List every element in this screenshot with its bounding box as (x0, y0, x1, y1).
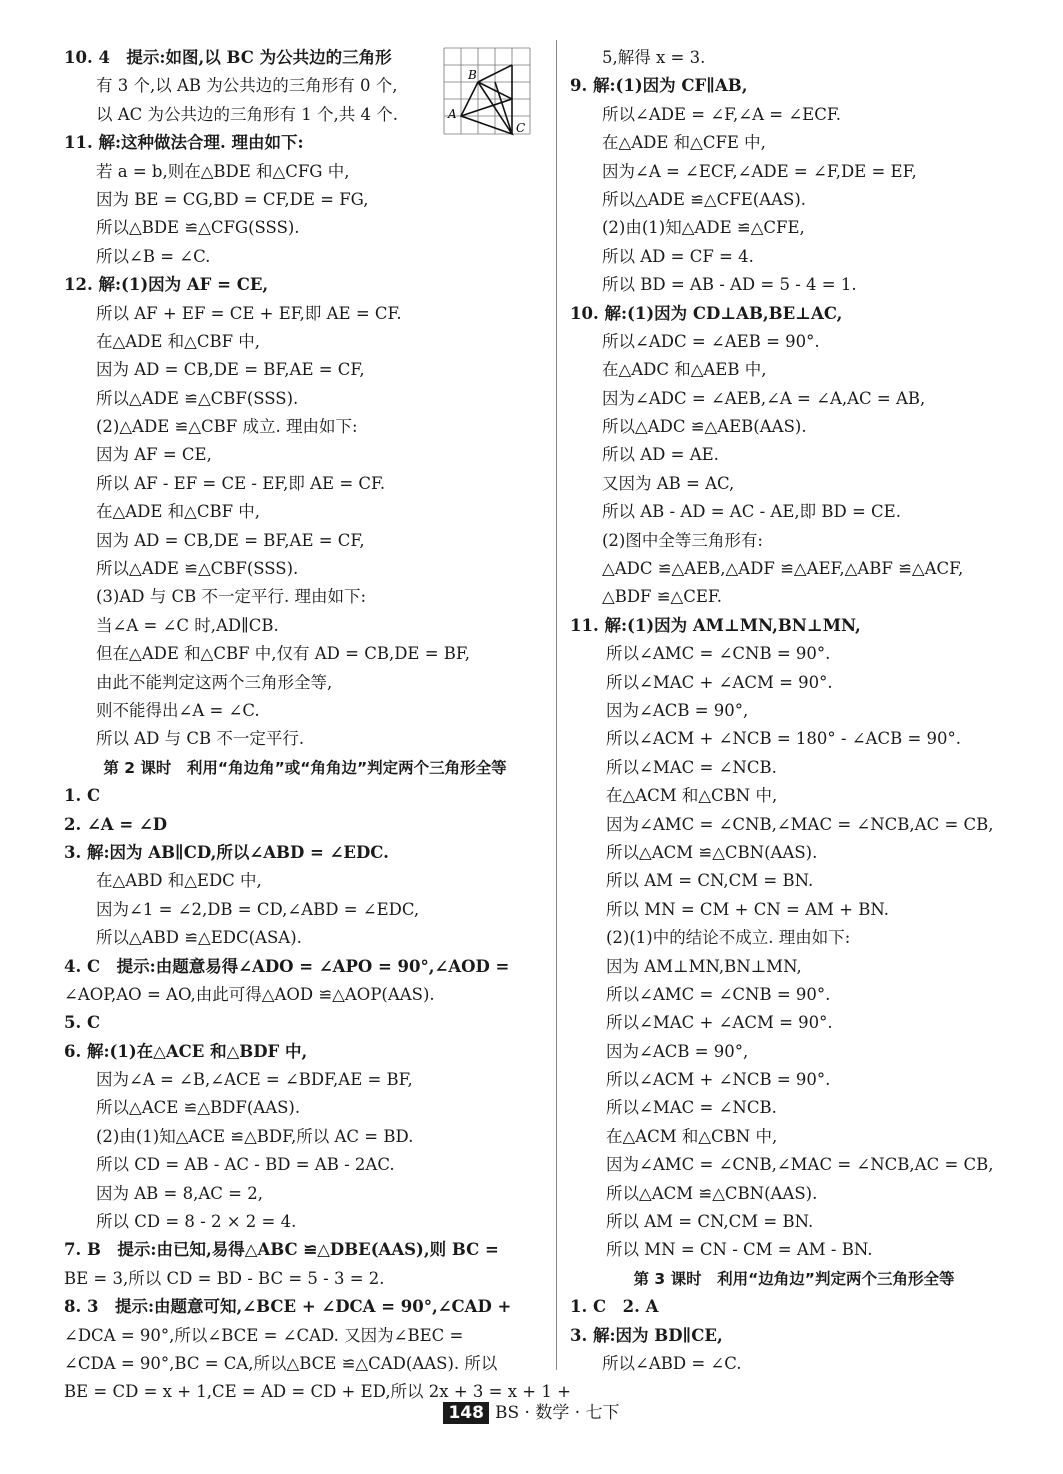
answer-line: (2)△ADE ≌△CBF 成立. 理由如下: (96, 417, 358, 437)
answer-line: 但在△ADE 和△CBF 中,仅有 AD = CB,DE = BF, (96, 644, 471, 664)
answer-line: 10. 4 提示:如图,以 BC 为公共边的三角形 (64, 48, 392, 67)
answer-line: 因为 AB = 8,AC = 2, (96, 1183, 263, 1203)
answer-line: 所以 MN = CN - CM = AM - BN. (606, 1240, 873, 1260)
answer-line: 若 a = b,则在△BDE 和△CFG 中, (96, 161, 350, 181)
page-footer (0, 1398, 1063, 1424)
answer-line: △ADC ≌△AEB,△ADF ≌△AEF,△ABF ≌△ACF, (602, 559, 964, 579)
answer-line: 在△ADE 和△CBF 中, (96, 331, 261, 351)
answer-line: 因为∠A = ∠ECF,∠ADE = ∠F,DE = EF, (602, 161, 917, 181)
answer-line: 11. 解:(1)因为 AM⊥MN,BN⊥MN, (570, 615, 861, 635)
page-number: 148 (443, 1402, 489, 1424)
label-a: A (448, 107, 457, 121)
answer-line: 在△ACM 和△CBN 中, (606, 786, 778, 806)
answer-line: 所以 AF - EF = CE - EF,即 AE = CF. (96, 473, 386, 493)
answer-line: 8. 3 提示:由题意可知,∠BCE + ∠DCA = 90°,∠CAD + (64, 1297, 512, 1317)
answer-line: 所以∠ACM + ∠NCB = 180° - ∠ACB = 90°. (606, 729, 962, 749)
answer-line: 有 3 个,以 AB 为公共边的三角形有 0 个, (96, 76, 398, 96)
column-divider (556, 40, 557, 1370)
left-column (64, 44, 571, 1407)
answer-line: 所以 AM = CN,CM = BN. (606, 1212, 814, 1232)
answer-line: (2)(1)中的结论不成立. 理由如下: (606, 928, 851, 948)
answer-line: 所以△ADC ≌△AEB(AAS). (602, 417, 807, 437)
answer-line: 在△ADC 和△AEB 中, (602, 360, 767, 380)
answer-line: 3. 解:因为 BD∥CE, (570, 1325, 723, 1345)
answer-line: 所以∠MAC = ∠NCB. (606, 1098, 777, 1118)
answer-line: 在△ABD 和△EDC 中, (96, 871, 262, 891)
answer-line: 所以∠B = ∠C. (96, 246, 211, 266)
answer-line: 因为 AM⊥MN,BN⊥MN, (606, 956, 802, 976)
answer-line: 因为 BE = CG,BD = CF,DE = FG, (96, 189, 369, 209)
section-heading: 第 3 课时 利用“边角边”判定两个三角形全等 (633, 1269, 955, 1288)
answer-line: 7. B 提示:由已知,易得△ABC ≌△DBE(AAS),则 BC = (64, 1240, 499, 1260)
answer-line: 因为∠A = ∠B,∠ACE = ∠BDF,AE = BF, (96, 1070, 413, 1090)
answer-line: 1. C (64, 786, 101, 806)
answer-line: 9. 解:(1)因为 CF∥AB, (570, 76, 748, 96)
answer-line: 因为∠ADC = ∠AEB,∠A = ∠A,AC = AB, (602, 388, 926, 408)
answer-line: 11. 解:这种做法合理. 理由如下: (64, 133, 304, 153)
answer-line: 所以 AB - AD = AC - AE,即 BD = CE. (602, 502, 901, 522)
answer-line: 所以 AD = AE. (602, 445, 719, 465)
answer-line: 在△ADE 和△CBF 中, (96, 502, 261, 522)
answer-line: 所以∠AMC = ∠CNB = 90°. (606, 644, 831, 664)
label-c: C (516, 121, 526, 135)
answer-line: 所以∠MAC + ∠ACM = 90°. (606, 672, 833, 692)
answer-line: (2)由(1)知△ACE ≌△BDF,所以 AC = BD. (96, 1126, 414, 1146)
answer-line: 10. 解:(1)因为 CD⊥AB,BE⊥AC, (570, 303, 843, 323)
answer-line: 因为∠AMC = ∠CNB,∠MAC = ∠NCB,AC = CB, (606, 814, 994, 834)
answer-line: 所以∠AMC = ∠CNB = 90°. (606, 984, 831, 1004)
answer-line: 所以∠ACM + ∠NCB = 90°. (606, 1070, 831, 1090)
answer-line: 2. ∠A = ∠D (64, 814, 168, 834)
answer-line: 又因为 AB = AC, (602, 473, 735, 493)
answer-line: 12. 解:(1)因为 AF = CE, (64, 275, 269, 295)
answer-line: 所以 AD = CF = 4. (602, 246, 754, 266)
answer-line: 当∠A = ∠C 时,AD∥CB. (96, 615, 279, 635)
right-column (570, 44, 1018, 1378)
answer-line: 在△ACM 和△CBN 中, (606, 1126, 778, 1146)
answer-line: 因为 AD = CB,DE = BF,AE = CF, (96, 530, 365, 550)
answer-line: 5,解得 x = 3. (602, 48, 706, 67)
answer-line: 在△ADE 和△CFE 中, (602, 133, 766, 153)
answer-line: 所以△ACE ≌△BDF(AAS). (96, 1098, 301, 1118)
answer-line: ∠AOP,AO = AO,由此可得△AOD ≌△AOP(AAS). (64, 984, 435, 1004)
answer-line: 则不能得出∠A = ∠C. (96, 700, 260, 720)
answer-line: 所以 CD = 8 - 2 × 2 = 4. (96, 1212, 297, 1232)
answer-line: 所以△ACM ≌△CBN(AAS). (606, 1183, 818, 1203)
answer-line: 所以△ADE ≌△CBF(SSS). (96, 559, 299, 579)
answer-line: 所以△ADE ≌△CFE(AAS). (602, 189, 807, 209)
answer-line: 所以△BDE ≌△CFG(SSS). (96, 218, 300, 238)
answer-line: 所以 AD 与 CB 不一定平行. (96, 729, 305, 749)
answer-line: ∠CDA = 90°,BC = CA,所以△BCE ≌△CAD(AAS). 所以 (64, 1353, 498, 1373)
grid-triangle-figure (442, 46, 532, 138)
answer-line: 所以∠MAC + ∠ACM = 90°. (606, 1013, 833, 1033)
answer-line: 因为∠1 = ∠2,DB = CD,∠ABD = ∠EDC, (96, 899, 420, 919)
answer-line: 所以∠ADC = ∠AEB = 90°. (602, 331, 820, 351)
answer-line: 5. C (64, 1013, 101, 1033)
answer-line: 所以△ABD ≌△EDC(ASA). (96, 928, 302, 948)
answer-line: 因为 AF = CE, (96, 445, 212, 465)
answer-line: (2)图中全等三角形有: (602, 530, 763, 550)
answer-line: 因为∠ACB = 90°, (606, 1041, 749, 1061)
answer-line: △BDF ≌△CEF. (602, 587, 723, 607)
answer-line: 所以∠ADE = ∠F,∠A = ∠ECF. (602, 104, 841, 124)
footer-text: BS · 数学 · 七下 (494, 1403, 620, 1423)
answer-line: 3. 解:因为 AB∥CD,所以∠ABD = ∠EDC. (64, 842, 389, 862)
answer-line: 以 AC 为公共边的三角形有 1 个,共 4 个. (96, 104, 398, 124)
section-heading: 第 2 课时 利用“角边角”或“角角边”判定两个三角形全等 (103, 758, 507, 777)
answer-line: BE = 3,所以 CD = BD - BC = 5 - 3 = 2. (64, 1268, 385, 1288)
answer-line: 因为∠ACB = 90°, (606, 700, 749, 720)
answer-line: (3)AD 与 CB 不一定平行. 理由如下: (96, 587, 367, 607)
answer-line: 所以∠ABD = ∠C. (602, 1353, 742, 1373)
answer-line: 所以∠MAC = ∠NCB. (606, 757, 777, 777)
answer-line: (2)由(1)知△ADE ≌△CFE, (602, 218, 805, 238)
answer-line: 由此不能判定这两个三角形全等, (96, 672, 333, 692)
answer-line: 6. 解:(1)在△ACE 和△BDF 中, (64, 1041, 308, 1061)
answer-line: ∠DCA = 90°,所以∠BCE = ∠CAD. 又因为∠BEC = (64, 1325, 464, 1345)
answer-line: BE = CD = x + 1,CE = AD = CD + ED,所以 2x + 3 = x + 1 + (64, 1382, 571, 1402)
answer-line: 所以 CD = AB - AC - BD = AB - 2AC. (96, 1155, 395, 1175)
answer-line: 1. C 2. A (570, 1297, 659, 1317)
label-b: B (468, 68, 477, 82)
answer-line: 4. C 提示:由题意易得∠ADO = ∠APO = 90°,∠AOD = (64, 956, 510, 976)
answer-line: 因为 AD = CB,DE = BF,AE = CF, (96, 360, 365, 380)
answer-line: 所以△ADE ≌△CBF(SSS). (96, 388, 299, 408)
answer-line: 所以 AF + EF = CE + EF,即 AE = CF. (96, 303, 402, 323)
answer-line: 所以 MN = CM + CN = AM + BN. (606, 899, 889, 919)
answer-line: 所以△ACM ≌△CBN(AAS). (606, 842, 818, 862)
answer-line: 所以 BD = AB - AD = 5 - 4 = 1. (602, 275, 857, 295)
answer-line: 所以 AM = CN,CM = BN. (606, 871, 814, 891)
answer-line: 因为∠AMC = ∠CNB,∠MAC = ∠NCB,AC = CB, (606, 1155, 994, 1175)
